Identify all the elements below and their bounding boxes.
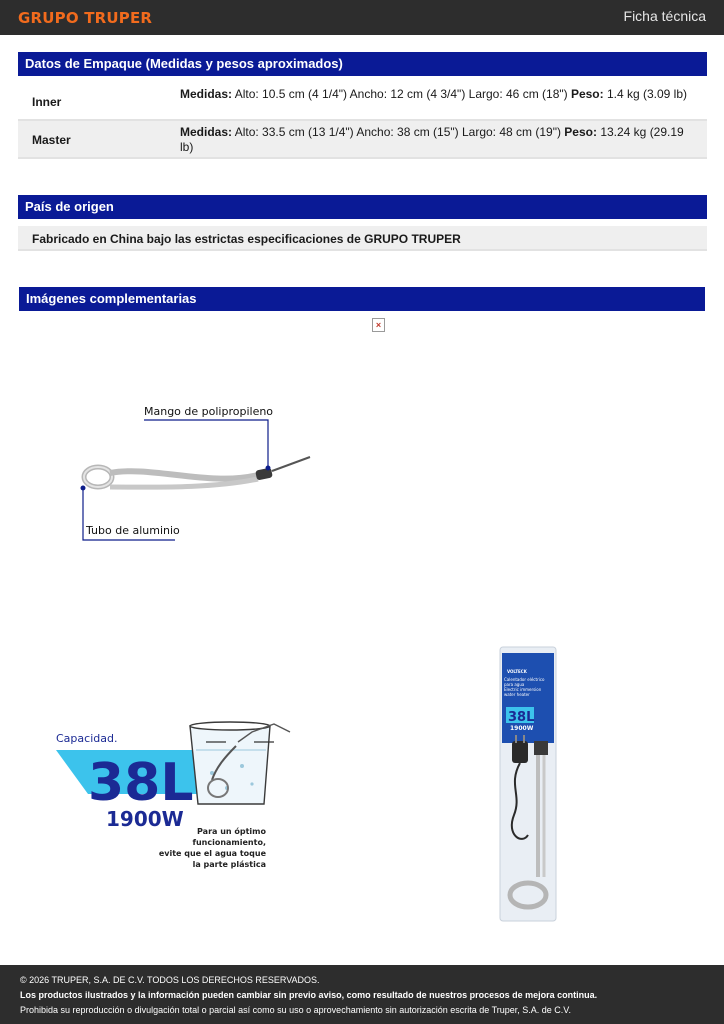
power-cord [272,457,310,471]
document-type-label: Ficha técnica [623,8,706,24]
package-line-1: Calentador eléctrico [504,677,545,682]
tube-label: Tubo de aluminio [86,524,180,537]
row-label-inner: Inner [32,95,62,109]
capacity-figure [52,718,302,878]
capacity-power: 1900W [106,807,184,831]
peso-value: 13.24 kg (29.19 lb) [180,125,684,154]
packaging-section-title: Datos de Empaque (Medidas y pesos aproximados) [25,56,343,71]
heater-diagram [70,395,330,545]
medidas-label: Medidas: [180,125,233,139]
table-row-master [18,121,707,159]
origin-section-title: País de origen [25,199,114,214]
note-line-4: la parte plástica [192,860,266,869]
capacity-caption: Capacidad. [56,732,118,745]
note-line-2: funcionamiento, [192,838,266,847]
package-line-2: para agua [504,682,525,687]
origin-section-header [18,195,707,219]
row-value-master [180,125,690,155]
handle-label: Mango de polipropileno [144,405,274,418]
table-row-inner [18,83,707,121]
packaging-section-header [18,52,707,76]
footer-legal: Prohibida su reproducción o divulgación total o parcial así como su uso o aprovechamiento sin autorización escrita de Truper, S.A. de C.V. [20,1005,571,1015]
package-power: 1900W [510,725,534,732]
medidas-value: Alto: 33.5 cm (13 1/4") Ancho: 38 cm (15") Largo: 48 cm (19") [232,125,565,139]
polypropylene-handle [255,467,273,480]
broken-image-icon: × [372,318,385,332]
aluminum-tube [110,471,258,478]
origin-row [18,226,707,251]
row-value-inner [180,87,690,102]
package-brand: VOLTECK [507,669,527,674]
images-section-header [19,287,705,311]
images-section-title: Imágenes complementarias [26,291,197,306]
capacity-volume: 38L [88,753,194,813]
peso-value: 1.4 kg (3.09 lb) [603,87,688,101]
note-line-3: evite que el agua toque [158,849,266,858]
truper-logo[interactable]: GRUPO TRUPER [18,9,153,27]
package-figure [498,645,558,923]
top-bar [0,0,724,35]
medidas-label: Medidas: [180,87,233,101]
medidas-value: Alto: 10.5 cm (4 1/4") Ancho: 12 cm (4 3/4") Largo: 46 cm (18") [232,87,571,101]
package-line-3: Electric immersion [504,687,542,692]
peso-label: Peso: [570,87,604,101]
bucket-icon [190,726,270,804]
package-line-4: water heater [504,692,530,697]
footer [0,965,724,1024]
plug-icon [512,741,528,763]
row-label-master: Master [32,133,71,147]
package-volume: 38L [508,710,535,725]
peso-label: Peso: [564,125,597,139]
footer-notice: Los productos ilustrados y la información pueden cambiar sin previo aviso, como resultado de nuestros procesos de mejora continua. [20,990,598,1000]
note-line-1: Para un óptimo [197,827,266,836]
footer-copyright: © 2026 TRUPER, S.A. DE C.V. TODOS LOS DERECHOS RESERVADOS. [20,975,320,985]
origin-text: Fabricado en China bajo las estrictas especificaciones de GRUPO TRUPER [32,232,461,246]
